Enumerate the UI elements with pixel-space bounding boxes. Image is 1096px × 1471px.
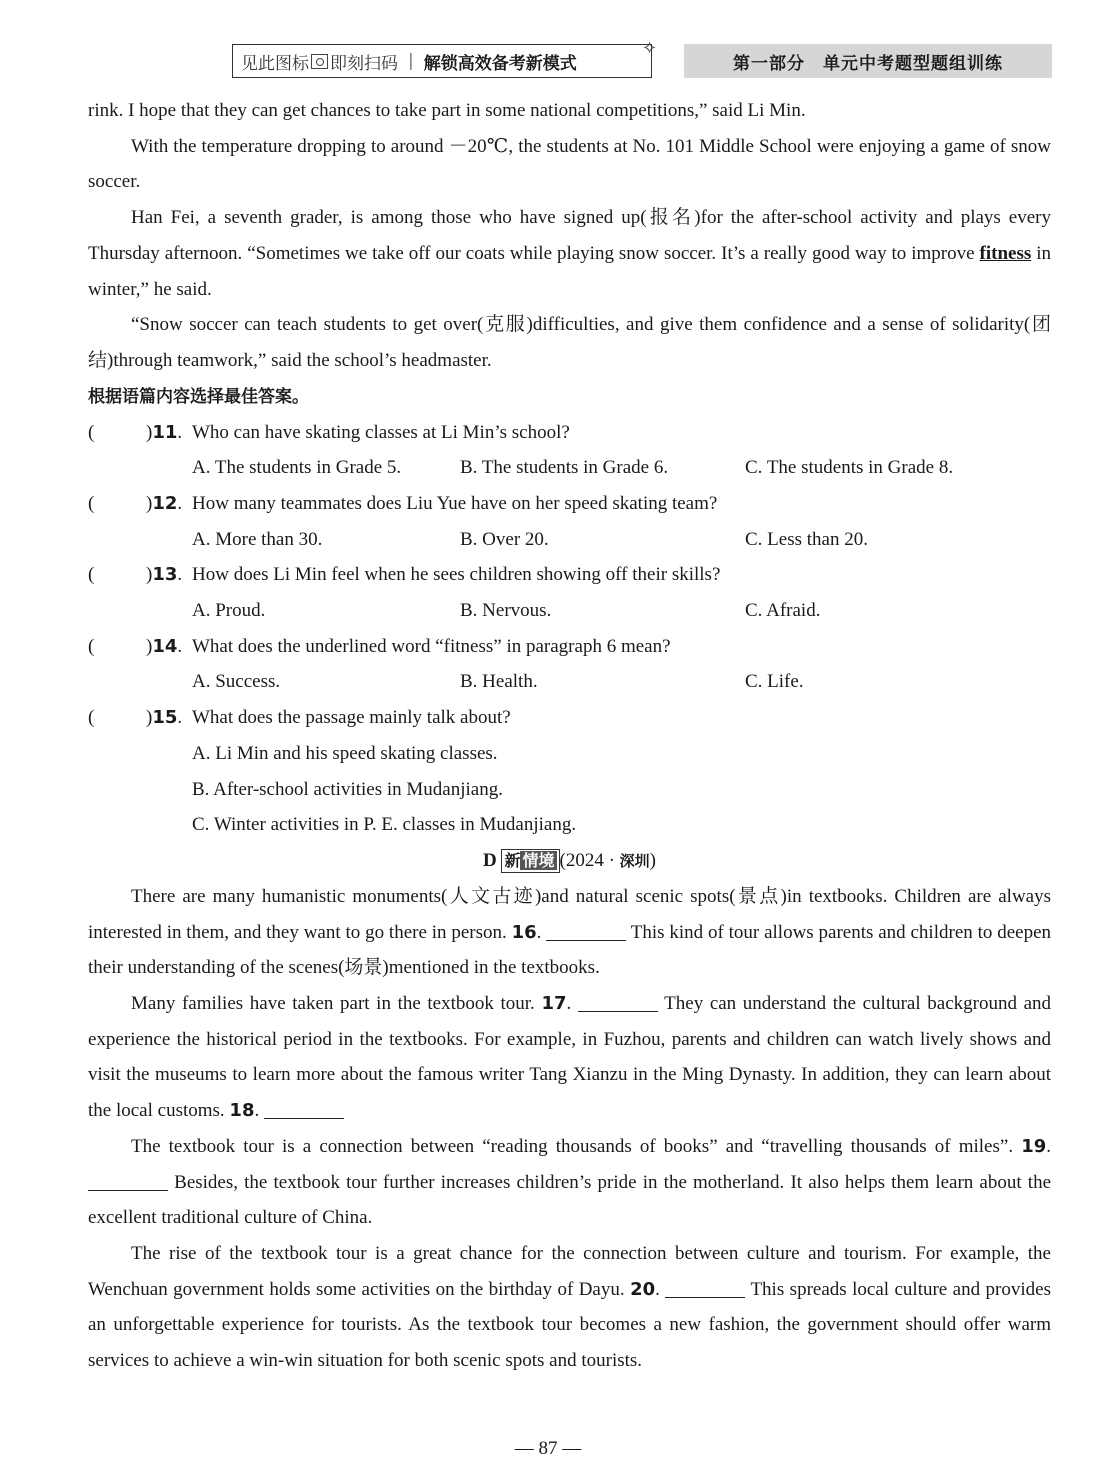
- scan-banner: [232, 44, 652, 78]
- answer-bracket-close: )15.: [146, 707, 183, 729]
- blank-number: 18: [229, 1100, 255, 1122]
- option-c[interactable]: C. The students in Grade 8.: [745, 457, 954, 479]
- section-heading: 第一部分 单元中考题型题组训练: [684, 44, 1052, 78]
- scan-suffix: 即刻扫码: [330, 53, 398, 74]
- question-number: 11: [152, 421, 178, 443]
- passage-d-paragraph: The textbook tour is a connection between “reading thousands of books” and “travelling thousands of miles”. 19. Besides, the textbook tour further increases children’s pride in the motherland. It also helps them learn about the excellent traditional culture of China.: [88, 1135, 1052, 1229]
- scan-prefix: 见此图标: [241, 53, 309, 74]
- option-a[interactable]: A. Success.: [192, 671, 281, 693]
- section-source: (2024 ·: [559, 849, 620, 871]
- passage-d-paragraph: Many families have taken part in the textbook tour. 17. They can understand the cultural background and experience the historical period in the textbooks. For example, in Fuzhou, parents and children can watch lively shows and visit the museums to learn more about the famous writer Tang Xianzu in the Ming Dynasty. In addition, they can learn about the local customs. 18.: [88, 992, 1052, 1122]
- question-number: 13: [152, 564, 178, 586]
- option-a[interactable]: A. Proud.: [192, 600, 266, 622]
- option-c[interactable]: C. Less than 20.: [745, 528, 868, 550]
- option-row: [88, 593, 1051, 629]
- passage-d-paragraph: The rise of the textbook tour is a great chance for the connection between culture and tourism. For example, the Wenchuan government holds some activities on the birthday of Dayu. 20. This spreads local culture and provides an unforgettable experience for tourists. As the textbook tour becomes a new fashion, the government should offer warm services to achieve a win-win situation for both scenic spots and tourists.: [88, 1242, 1051, 1372]
- answer-bracket-close: )12.: [146, 493, 183, 514]
- option-b[interactable]: B. Nervous.: [460, 600, 552, 622]
- blank-number: 20: [630, 1278, 656, 1300]
- passage-c-paragraph: “Snow soccer can teach students to get over(克服)difficulties, and give them confidence and a sense of solidarity(团结)through teamwork,” said the school’s headmaster.: [88, 314, 1051, 371]
- tag-context: 情境: [522, 850, 555, 870]
- paragraph-text: This spreads local culture and provides an unforgettable experience for tourists. As the textbook tour becomes a new fashion, the government should offer warm services to achieve a win-win situation for both scenic spots and tourists.: [88, 1278, 1051, 1372]
- paragraph-text: in winter,” he said.: [88, 242, 1051, 300]
- tag-new: 新: [504, 850, 521, 870]
- option-a[interactable]: A. Li Min and his speed skating classes.: [192, 742, 498, 764]
- question: [88, 415, 1051, 451]
- paragraph-text: Han Fei, a seventh grader, is among those who have signed up(报名)for the after-school activity and plays every Thursday afternoon. “Sometimes we take off our coats while playing snow soccer. It’s a really good way to improve: [88, 207, 1051, 264]
- question-number: 12: [152, 493, 178, 514]
- option-b[interactable]: B. Health.: [460, 671, 538, 693]
- answer-blank[interactable]: [665, 1279, 745, 1298]
- question-text: What does the underlined word “fitness” in paragraph 6 mean?: [192, 635, 671, 657]
- option-row: [88, 772, 1051, 808]
- blank-number: 19: [1021, 1135, 1047, 1157]
- option-b[interactable]: B. Over 20.: [460, 528, 549, 550]
- option-a[interactable]: A. More than 30.: [192, 528, 323, 550]
- paragraph-text: There are many humanistic monuments(人文古迹)and natural scenic spots(景点)in textbooks. Children are always interested in them, and they want to go there in person.: [88, 885, 1051, 943]
- new-context-tag: [501, 849, 559, 873]
- question-number: 14: [152, 635, 178, 657]
- question-text: Who can have skating classes at Li Min’s school?: [192, 421, 570, 443]
- blank-number: 16: [511, 921, 537, 943]
- option-row: [88, 736, 1051, 772]
- question-text: How many teammates does Liu Yue have on her speed skating team?: [192, 493, 718, 514]
- answer-bracket-close: )11.: [146, 421, 183, 443]
- paragraph-text: The rise of the textbook tour is a great chance for the connection between culture and tourism. For example, the Wenchuan government holds some activities on the birthday of Dayu.: [88, 1242, 1051, 1300]
- option-c[interactable]: C. Afraid.: [745, 600, 821, 622]
- answer-blank[interactable]: [578, 993, 658, 1012]
- option-a[interactable]: A. The students in Grade 5.: [192, 457, 402, 479]
- question: [88, 486, 1051, 522]
- paragraph-text: Many families have taken part in the textbook tour.: [131, 992, 535, 1014]
- passage-c-paragraph: [88, 200, 1051, 307]
- question: [88, 629, 1051, 665]
- option-c[interactable]: C. Life.: [745, 671, 804, 693]
- paragraph-text: This kind of tour allows parents and children to deepen their understanding of the scenes(场景)mentioned in the textbooks.: [88, 921, 1051, 979]
- option-c[interactable]: C. Winter activities in P. E. classes in Mudanjiang.: [192, 814, 577, 836]
- section-d-title: [88, 843, 1051, 879]
- scan-icon: [311, 54, 328, 69]
- option-b[interactable]: B. The students in Grade 6.: [460, 457, 669, 479]
- paragraph-text: They can understand the cultural background and experience the historical period in the textbooks. For example, in Fuzhou, parents and children can watch lively shows and visit the museums to learn more about the famous writer Tang Xianzu in the Ming Dynasty. In addition, they can learn about the local customs.: [88, 992, 1052, 1122]
- page-content: [88, 93, 1051, 1379]
- divider: |: [408, 51, 414, 71]
- section-letter: D: [482, 849, 497, 871]
- answer-blank[interactable]: [546, 922, 626, 941]
- option-row: [88, 807, 1051, 843]
- underlined-word: fitness: [979, 242, 1032, 264]
- answer-bracket-close: )14.: [146, 635, 183, 657]
- question: [88, 700, 1051, 736]
- blank-number: 17: [541, 992, 567, 1014]
- passage-c-paragraph: rink. I hope that they can get chances to take part in some national competitions,” said Li Min.: [88, 100, 806, 121]
- question-text: How does Li Min feel when he sees children showing off their skills?: [192, 564, 721, 586]
- option-row: [88, 664, 1051, 700]
- section-city: 深圳: [619, 851, 650, 870]
- paragraph-text: The textbook tour is a connection between “reading thousands of books” and “travelling thousands of miles”.: [131, 1135, 1014, 1157]
- answer-blank[interactable]: [264, 1100, 344, 1119]
- page-number: — 87 —: [514, 1438, 582, 1459]
- answer-bracket-open[interactable]: (: [88, 564, 95, 586]
- question-list: [88, 415, 1051, 843]
- answer-bracket-open[interactable]: (: [88, 493, 95, 514]
- option-b[interactable]: B. After-school activities in Mudanjiang.: [192, 778, 503, 800]
- question-number: 15: [152, 707, 178, 729]
- unlock-text: 解锁高效备考新模式: [423, 53, 577, 74]
- answer-bracket-open[interactable]: (: [88, 421, 95, 443]
- answer-bracket-open[interactable]: (: [88, 635, 95, 657]
- instruction: 根据语篇内容选择最佳答案。: [88, 386, 309, 407]
- section-source-close: ): [649, 849, 656, 871]
- option-row: [88, 522, 1051, 558]
- passage-d-paragraph: There are many humanistic monuments(人文古迹)and natural scenic spots(景点)in textbooks. Children are always interested in them, and they want to go there in person. 16. This kind of tour allows parents and children to deepen their understanding of the scenes(场景)mentioned in the textbooks.: [88, 885, 1051, 979]
- question-text: What does the passage mainly talk about?: [192, 707, 511, 729]
- paragraph-text: Besides, the textbook tour further increases children’s pride in the motherland. It also helps them learn about the excellent traditional culture of China.: [88, 1171, 1051, 1229]
- passage-c-paragraph: With the temperature dropping to around －20℃, the students at No. 101 Middle School were enjoying a game of snow soccer.: [88, 135, 1051, 193]
- question: [88, 557, 1051, 593]
- sparkle-icon: ✧: [642, 38, 658, 59]
- answer-bracket-close: )13.: [146, 564, 183, 586]
- answer-blank[interactable]: [88, 1172, 168, 1191]
- answer-bracket-open[interactable]: (: [88, 707, 95, 729]
- option-row: [88, 450, 1051, 486]
